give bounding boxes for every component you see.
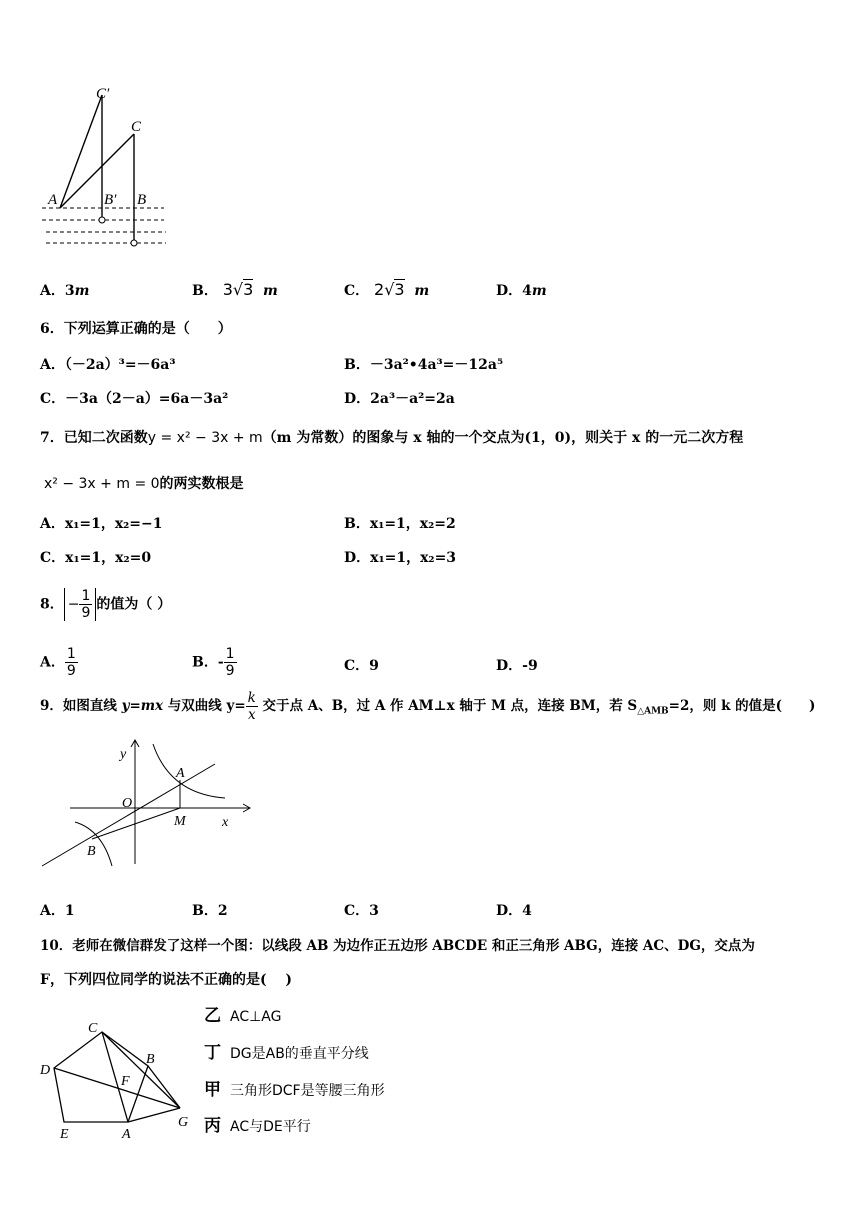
q6-option-c: C．－3a（2－a）=6a－3a² <box>40 391 229 407</box>
q9-option-b: B．2 <box>192 903 228 919</box>
q10-statement-bing: 丙 AC与DE平行 <box>204 1116 311 1136</box>
q8-stem: 8． − $\frac{1}{9}$ 的值为（ ） <box>40 588 172 621</box>
q9-option-d: D．4 <box>496 903 532 919</box>
label-a: A <box>122 1127 131 1142</box>
q7-stem: 7．已知二次函数y = x² − 3x + m（m 为常数）的图象与 x 轴的一个交点为(1，0)，则关于 x 的一元二次方程 <box>40 430 744 446</box>
label-c-prime: C′ <box>96 86 110 102</box>
q9-option-c: C．3 <box>344 903 379 919</box>
label-origin: O <box>122 796 133 811</box>
q9-stem: 9．如图直线 y=mx 与双曲线 y= $\frac{k}{x}$ 交于点 A、B，过 A 作 AM⊥x 轴于 M 点，连接 BM，若 $S_{\triangle AMB}=2$，则 k 的值是( ) <box>40 690 816 723</box>
q6-option-b: B．－3a²•4a³=－12a⁵ <box>344 357 504 373</box>
q7-option-c: C．x₁=1，x₂=0 <box>40 550 152 566</box>
label-c: C <box>131 119 142 135</box>
q10-statement-jia: 甲 三角形DCF是等腰三角形 <box>204 1080 385 1100</box>
q8-option-a: A． $\frac{1}{9}$ <box>40 646 76 679</box>
q9-figure <box>40 736 260 870</box>
q7-stem-2: x² − 3x + m = 0的两实数根是 <box>44 476 244 492</box>
q5-option-a: A．3m <box>40 283 90 299</box>
q7-option-b: B．x₁=1，x₂=2 <box>344 516 456 532</box>
label-f: F <box>121 1074 130 1089</box>
q5-option-c: C． 2√3 m <box>344 280 430 299</box>
q6-option-a: A．（－2a）³=－6a³ <box>40 357 176 373</box>
label-a: A <box>176 766 185 781</box>
label-m: M <box>174 814 186 829</box>
q7-formula-1: y = x² − 3x + m <box>147 430 263 446</box>
label-a: A <box>48 192 58 208</box>
q10-statement-ding: 丁 DG是AB的垂直平分线 <box>204 1043 369 1063</box>
q10-figure <box>36 1016 202 1142</box>
label-d: D <box>40 1063 51 1078</box>
label-g: G <box>178 1115 189 1130</box>
axis-label-x: x <box>222 815 229 830</box>
q7-option-a: A．x₁=1，x₂=−1 <box>40 516 163 532</box>
q6-stem: 6．下列运算正确的是（ ） <box>40 321 232 337</box>
label-c: C <box>88 1021 98 1036</box>
q8-option-c: C．9 <box>344 658 379 674</box>
label-b: B <box>87 844 96 859</box>
q6-option-d: D．2a³－a²=2a <box>344 391 455 407</box>
label-e: E <box>60 1127 69 1142</box>
q5-option-d: D．4m <box>496 283 547 299</box>
q7-formula-2: x² − 3x + m = 0 <box>44 476 160 492</box>
label-b-prime: B′ <box>104 192 117 208</box>
axis-label-y: y <box>120 747 127 762</box>
q8-option-d: D．-9 <box>496 658 538 674</box>
q5-figure <box>36 82 176 254</box>
absolute-value: − $\frac{1}{9}$ <box>64 588 97 621</box>
q10-statement-yi: 乙 AC⊥AG <box>204 1006 282 1026</box>
label-b: B <box>146 1052 155 1067</box>
q8-option-b: B．- $\frac{1}{9}$ <box>192 646 235 679</box>
q5-option-b: B． 3√3 m <box>192 280 278 299</box>
label-b: B <box>137 192 147 208</box>
q7-option-d: D．x₁=1，x₂=3 <box>344 550 457 566</box>
q10-stem-line1: 10．老师在微信群发了这样一个图：以线段 AB 为边作正五边形 ABCDE 和正三角形 ABG，连接 AC、DG，交点为 <box>40 938 755 954</box>
q9-option-a: A．1 <box>40 903 75 919</box>
q10-stem-line2: F，下列四位同学的说法不正确的是( ) <box>40 972 293 988</box>
